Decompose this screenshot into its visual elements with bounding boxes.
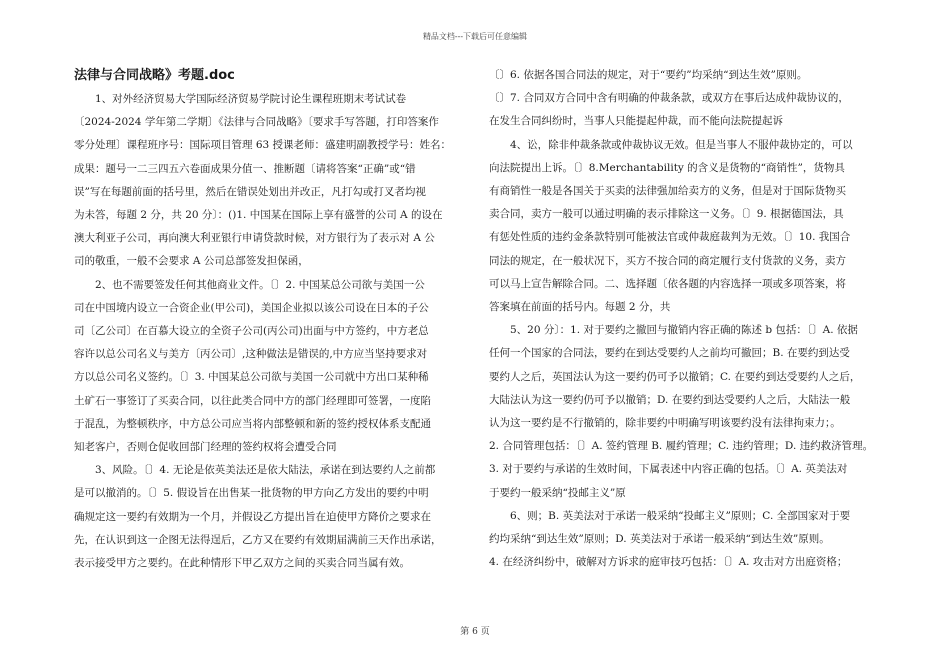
text-line: 可以马上宣告解除合同。二、选择题〔依各题的内容选择一项或多项答案，将 <box>489 277 846 290</box>
text-line: 4、讼，除非仲裁条款或仲裁协议无效。但是当事人不服仲裁协定的，可以 <box>510 138 853 151</box>
document-title: 法律与合同战略》考题.doc <box>74 68 235 83</box>
text-line: 司的敬重，一般不会要求 A 公司总部签发担保函， <box>74 255 309 268</box>
text-line: 3. 对于要约与承诺的生效时间，下属表述中内容正确的包括。〔〕A. 英美法对 <box>489 463 848 476</box>
text-line: 表示接受甲方之要约。在此种情形下甲乙双方之间的买卖合同当属有效。 <box>74 557 410 570</box>
left-column <box>74 64 466 575</box>
text-line: 4. 在经济纠纷中，破解对方诉求的庭审技巧包括：〔〕A. 攻击对方出庭资格； <box>489 556 848 569</box>
text-line: 于混乱，为整顿秩序，中方总公司应当将内部整顿和新的签约授权体系支配通 <box>74 417 431 430</box>
text-line: 答案填在前面的括号内。每题 2 分，共 <box>489 301 671 314</box>
text-line: 〔〕6. 依据各国合同法的规定，对于“要约”均采纳“到达生效”原则。 <box>489 69 808 81</box>
text-line: 为未答，每题 2 分，共 20 分〕：()1. 中国某在国际上享有盛誉的公司 A 的设在 <box>74 209 443 222</box>
text-line: 司在中国境内设立一合资企业(甲公司)，美国企业拟以该公司设在日本的子公 <box>74 301 429 314</box>
text-line: 3、风险。〔〕4. 无论是依英美法还是依大陆法，承诺在到达要约人之前都 <box>95 464 436 477</box>
text-line: 约均采纳“到达生效”原则；D. 英美法对于承诺一般采纳“到达生效”原则。 <box>489 533 830 546</box>
page-number: 第 6 页 <box>460 627 490 637</box>
text-line: 同法的规定，在一般状况下，买方不按合同的商定履行支付货款的义务，卖方 <box>489 254 846 267</box>
text-line: 6、则；B. 英美法对于承诺一般采纳“投邮主义”原则；C. 全部国家对于要 <box>510 509 851 522</box>
text-line: 向法院提出上诉。〔〕8.Merchantability 的含义是货物的“商销性”，货物具 <box>489 161 845 174</box>
text-line: 认为这一要约是不行撤销的，除非要约中明确写明该要约没有法律拘束力；。 <box>489 417 841 430</box>
text-line: 澳大利亚子公司，再向澳大利亚银行申请贷款时候，对方银行为了表示对 A 公 <box>74 232 435 245</box>
text-line: 要约人之后，英国法认为这一要约仍可予以撤销；C. 在要约到达受要约人之后， <box>489 370 861 383</box>
text-line: 有商销性一般是各国关于买卖的法律强加给卖方的义务，但是对于国际货物买 <box>489 185 846 198</box>
text-line: 有惩处性质的违约金条款特别可能被法官或仲裁庭裁判为无效。〔〕10. 我国合 <box>489 231 851 244</box>
text-line: 大陆法认为这一要约仍可予以撤销；D. 在要约到达受要约人之后，大陆法一般 <box>489 393 851 406</box>
text-line: 任何一个国家的合同法，要约在到达受要约人之前均可撤回；B. 在要约到达受 <box>489 347 850 360</box>
right-column <box>489 64 881 574</box>
text-line: 〔〕7. 合同双方合同中含有明确的仲裁条款，或双方在事后达成仲裁协议的， <box>489 92 849 105</box>
text-line: 先，在认识到这一企图无法得逞后，乙方又在要约有效期届满前三天作出承诺， <box>74 533 442 546</box>
left-column-text <box>74 88 466 575</box>
text-line: 2. 合同管理包括：〔〕A. 签约管理 B. 履约管理；C. 违约管理；D. 违约救济管理。 <box>489 440 874 453</box>
text-line: 1、对外经济贸易大学国际经济贸易学院讨论生课程班期末考试试卷 <box>95 93 407 105</box>
text-line: 于要约一般采纳“投邮主义”原 <box>489 486 626 499</box>
text-line: 2、也不需要签发任何其他商业文件。〔〕2. 中国某总公司欲与美国一公 <box>95 278 425 291</box>
text-line: 在发生合同纠纷时，当事人只能提起仲裁，而不能向法院提起诉 <box>489 115 783 128</box>
text-line: 是可以撤消的。〔〕5. 假设旨在出售某一批货物的甲方向乙方发出的要约中明 <box>74 487 429 500</box>
text-line: 方以总公司名义签约。〔〕3. 中国某总公司欲与美国一公司就中方出口某种稀 <box>74 371 429 384</box>
text-line: 容许以总公司名义与美方〔丙公司〕,这种做法是错误的,中方应当坚持要求对 <box>74 348 428 361</box>
page-header: 精品文档---下载后可任意编辑 <box>422 32 528 41</box>
text-line: 〔2024-2024 学年第二学期〕《法律与合同战略》〔要求手写答题，打印答案作 <box>74 116 439 129</box>
text-line: 知老客户，否则仓促收回部门经理的签约权将会遭受合同 <box>74 441 337 454</box>
text-line: 5、20 分〕：1. 对于要约之撤回与撤销内容正确的陈述 b 包括：〔〕A. 依据 <box>510 324 858 337</box>
text-line: 司〔乙公司〕在百慕大设立的全资子公司(丙公司)出面与中方签约，中方老总 <box>74 325 429 338</box>
right-column-text <box>489 64 881 574</box>
text-line: 卖合同，卖方一般可以通过明确的表示排除这一义务。〔〕9. 根据德国法，具 <box>489 208 844 221</box>
text-line: 零分处理〕课程班序号：国际项目管理 63 授课老师：盛建明副教授学号：姓名： <box>74 139 452 152</box>
text-line: 土矿石一事签订了买卖合同，以往此类合同中方的部门经理即可签署，一度陷 <box>74 394 431 407</box>
text-line: 误”写在每题前面的括号里，然后在错误处划出并改正，凡打勾或打叉者均视 <box>74 185 426 198</box>
text-line: 成果：题号一二三四五六卷面成果分值一、推断题〔请将答案“正确”或“错 <box>74 162 416 175</box>
text-line: 确规定这一要约有效期为一个月，并假设乙方提出旨在迫使甲方降价之要求在 <box>74 510 431 523</box>
